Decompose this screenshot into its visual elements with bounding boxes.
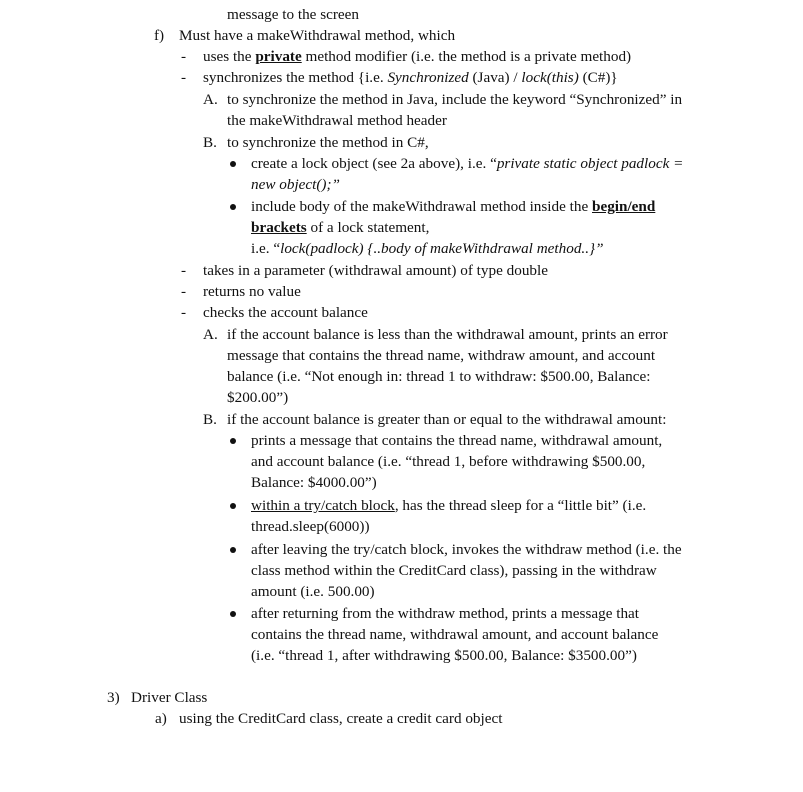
dash-item-checks-balance: checks the account balance — [203, 304, 368, 321]
text-span: i.e. “ — [251, 240, 281, 257]
dash-marker: - — [181, 304, 187, 321]
bullet-icon — [230, 547, 236, 553]
sub-item-b-line1: to synchronize the method in C#, — [227, 134, 429, 151]
bold-underline-span: begin/end — [592, 198, 656, 215]
bullet-icon — [230, 161, 236, 167]
dash-marker: - — [181, 262, 187, 279]
bullet-icon — [230, 611, 236, 617]
section3-a-label: a) — [155, 710, 167, 727]
sub-item-a2-line2: message that contains the thread name, withdraw amount, and account — [227, 347, 656, 364]
section3-a-text: using the CreditCard class, create a credit card object — [179, 710, 503, 727]
bullet3-line3: Balance: $4000.00”) — [251, 474, 377, 491]
dash-item-returns: returns no value — [203, 283, 301, 300]
bullet2-line3 — [251, 239, 604, 259]
sub-item-b2-label: B. — [203, 411, 217, 428]
bullet6-line3: (i.e. “thread 1, after withdrawing $500.00, Balance: $3500.00”) — [251, 647, 637, 664]
text-span: include body of the makeWithdrawal method inside the — [251, 198, 593, 215]
bullet1-line1 — [251, 154, 683, 174]
text-span: of a lock statement, — [306, 219, 430, 236]
text-span: method modifier (i.e. the method is a private method) — [301, 48, 632, 65]
text-span: , has the thread sleep for a “little bit” (i.e. — [394, 497, 647, 514]
bullet2-line1 — [251, 197, 655, 217]
sub-item-a2-label: A. — [203, 326, 218, 343]
dash-marker: - — [181, 48, 187, 65]
italic-span: lock(padlock) {..body of makeWithdrawal method..} — [280, 240, 596, 257]
dash-item-parameter: takes in a parameter (withdrawal amount) of type double — [203, 262, 548, 279]
sub-item-a-line2: the makeWithdrawal method header — [227, 112, 447, 129]
sub-item-b-label: B. — [203, 134, 217, 151]
section3-label: 3) — [107, 689, 120, 706]
bullet5-line2: class method within the CreditCard class), passing in the withdraw — [251, 562, 657, 579]
bullet-icon — [230, 438, 236, 444]
italic-span: lock(this) — [521, 69, 579, 86]
bullet1-line2: new object();” — [251, 176, 340, 193]
bullet2-line2 — [251, 218, 429, 238]
sub-item-a-line1: to synchronize the method in Java, include the keyword “Synchronized” in — [227, 91, 683, 108]
text-span: synchronizes the method {i.e. — [203, 69, 388, 86]
top-line: message to the screen — [227, 6, 359, 23]
section3-title: Driver Class — [131, 689, 208, 706]
italic-span: private static object padlock = — [496, 155, 684, 172]
italic-span: Synchronized — [387, 69, 469, 86]
dash-marker: - — [181, 69, 187, 86]
item-f-label: f) — [154, 27, 165, 44]
text-span: (C#)} — [578, 69, 618, 86]
text-span: create a lock object (see 2a above), i.e. “ — [251, 155, 497, 172]
bullet6-line1: after returning from the withdraw method, prints a message that — [251, 605, 640, 622]
sub-item-a2-line3: balance (i.e. “Not enough in: thread 1 to withdraw: $500.00, Balance: — [227, 368, 651, 385]
bullet4-line2: thread.sleep(6000)) — [251, 518, 370, 535]
private-keyword: private — [255, 48, 302, 65]
text-span: (Java) / — [468, 69, 522, 86]
bullet-icon — [230, 503, 236, 509]
item-f-text: Must have a makeWithdrawal method, which — [179, 27, 456, 44]
sub-item-b2-line1: if the account balance is greater than or equal to the withdrawal amount: — [227, 411, 667, 428]
dash-item-synchronize — [203, 68, 618, 88]
bullet-icon — [230, 204, 236, 210]
sub-item-a-label: A. — [203, 91, 218, 108]
bullet5-line3: amount (i.e. 500.00) — [251, 583, 375, 600]
dash-marker: - — [181, 283, 187, 300]
bullet5-line1: after leaving the try/catch block, invokes the withdraw method (i.e. the — [251, 541, 682, 558]
underline-span: within a try/catch block — [251, 497, 395, 514]
bullet6-line2: contains the thread name, withdrawal amount, and account balance — [251, 626, 659, 643]
bullet4-line1 — [251, 496, 646, 516]
sub-item-a2-line4: $200.00”) — [227, 389, 289, 406]
bullet3-line1: prints a message that contains the thread name, withdrawal amount, — [251, 432, 663, 449]
dash-item-private-modifier — [203, 47, 631, 67]
text-span: uses the — [203, 48, 256, 65]
text-span: ” — [595, 240, 604, 257]
sub-item-a2-line1: if the account balance is less than the withdrawal amount, prints an error — [227, 326, 668, 343]
bullet3-line2: and account balance (i.e. “thread 1, before withdrawing $500.00, — [251, 453, 646, 470]
bold-underline-span: brackets — [251, 219, 307, 236]
